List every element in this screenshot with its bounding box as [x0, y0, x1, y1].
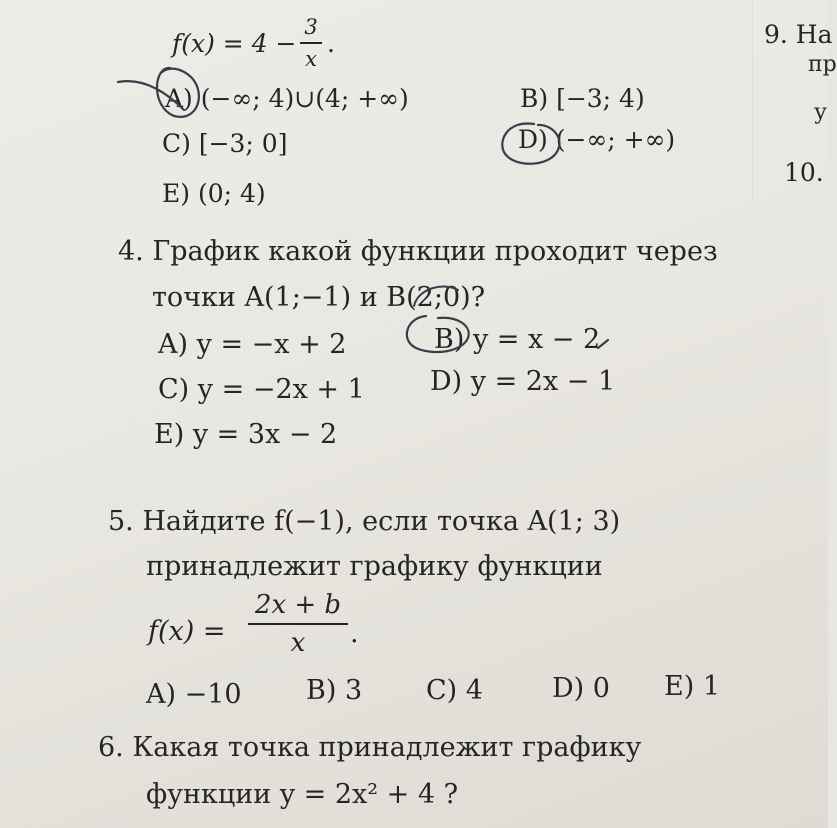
q3-fraction-tail: .	[327, 29, 335, 58]
q6-text-line2: функции y = 2x² + 4 ?	[146, 779, 459, 810]
q6-text-line1: 6. Какая точка принадлежит графику	[98, 732, 642, 763]
q3-fraction	[300, 15, 322, 71]
q3-fraction-bar	[300, 42, 322, 44]
q3-function-prefix: f(x) = 4 −	[172, 29, 297, 58]
q4-option-a[interactable]: A) y = −x + 2	[158, 329, 347, 360]
q5-fraction-numerator: 2x + b	[254, 590, 342, 620]
q4-option-c[interactable]: C) y = −2x + 1	[158, 374, 365, 405]
q3-option-b[interactable]: B) [−3; 4)	[520, 84, 645, 113]
q4-option-d[interactable]: D) y = 2x − 1	[430, 366, 616, 397]
q5-option-b[interactable]: B) 3	[306, 675, 363, 706]
q5-option-c[interactable]: C) 4	[426, 675, 483, 706]
q4-option-e[interactable]: E) y = 3x − 2	[154, 419, 338, 450]
q5-option-a[interactable]: A) −10	[146, 679, 242, 710]
q3-option-a[interactable]: A) (−∞; 4)∪(4; +∞)	[165, 84, 409, 113]
q5-option-e[interactable]: E) 1	[664, 671, 721, 702]
q9-fragment-line2: пр	[808, 52, 837, 77]
q9-fragment: 9. На	[764, 20, 833, 49]
q3-option-e[interactable]: E) (0; 4)	[162, 179, 266, 208]
q3-option-c[interactable]: C) [−3; 0]	[162, 129, 288, 158]
q5-text-line2: принадлежит графику функции	[146, 551, 603, 582]
q5-fraction-denominator: x	[290, 627, 306, 658]
q5-option-d[interactable]: D) 0	[552, 673, 610, 704]
q5-fraction-bar	[248, 623, 348, 625]
q3-option-d[interactable]: D) (−∞; +∞)	[518, 125, 676, 154]
q3-fraction-numerator: 3	[304, 15, 318, 39]
q3-fraction-denominator: x	[305, 46, 317, 71]
q5-fraction-tail: .	[350, 618, 359, 649]
q5-fraction	[248, 590, 348, 658]
q4-text-line1: 4. График какой функции проходит через	[118, 236, 718, 267]
column-divider	[752, 0, 753, 200]
q4-text-line2: точки A(1;−1) и B(2;0)?	[152, 282, 486, 313]
q9-fragment-line3: у	[814, 100, 827, 125]
q4-option-b[interactable]: B) y = x − 2	[434, 324, 601, 355]
q5-text-line1: 5. Найдите f(−1), если точка A(1; 3)	[108, 506, 621, 537]
q10-fragment: 10.	[784, 158, 824, 187]
q5-function-prefix: f(x) =	[148, 616, 226, 647]
